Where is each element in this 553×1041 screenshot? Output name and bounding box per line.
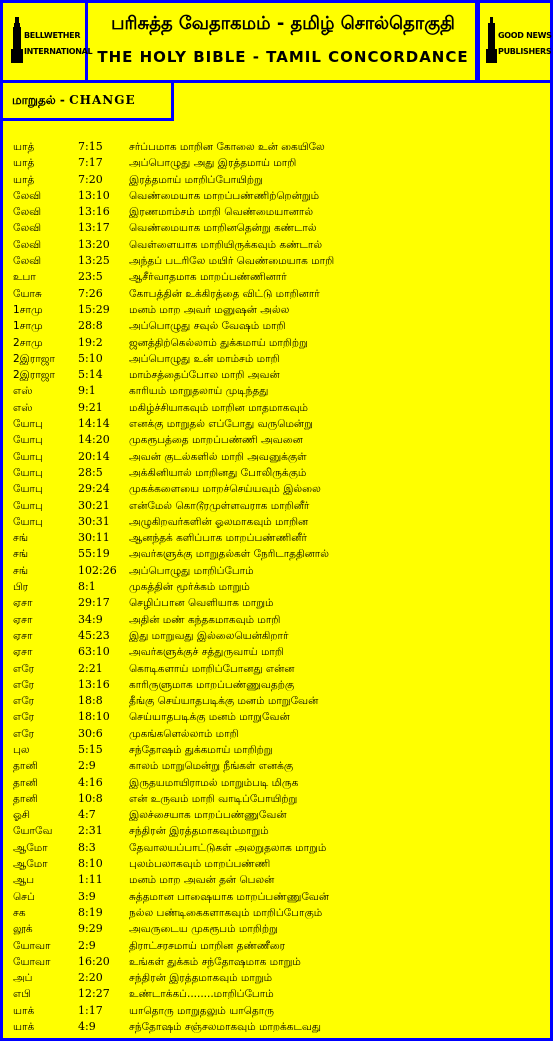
section-separator: -: [59, 93, 65, 107]
concordance-row: [3, 432, 550, 448]
verse-book: யோபு: [13, 466, 43, 479]
verse-text: அக்கினியால் மாறினது போலிருக்கும்: [129, 466, 307, 479]
verse-book: யாக்: [13, 1021, 35, 1034]
verse-text: ஆனந்தக் களிப்பாக மாறப்பண்ணினீர்: [129, 532, 307, 545]
verse-reference: 12:27: [78, 987, 110, 1001]
verse-text: முகரூபத்தை மாறப்பண்ணி அவனை: [129, 434, 303, 447]
verse-book: யோபு: [13, 450, 43, 463]
verse-reference: 1:11: [78, 873, 103, 887]
verse-text: இருதயமாயிராமல் மாறும்படி மிருக: [129, 776, 299, 789]
concordance-row: [3, 335, 550, 351]
concordance-row: [3, 791, 550, 807]
verse-text: செழிப்பான வெளியாக மாறும்: [129, 597, 274, 610]
verse-book: ஏசா: [13, 597, 33, 610]
verse-reference: 13:25: [78, 254, 110, 268]
concordance-row: [3, 514, 550, 530]
verse-reference: 14:14: [78, 417, 110, 431]
verse-text: காரியம் மாறுதலாய் முடிந்தது: [129, 385, 269, 398]
concordance-row: [3, 628, 550, 644]
concordance-row: [3, 938, 550, 954]
verse-book: யோவா: [13, 955, 51, 968]
verse-text: என் உருவம் மாறி வாடிப்போயிற்று: [129, 792, 298, 805]
verse-reference: 45:23: [78, 628, 110, 642]
concordance-row: [3, 1019, 550, 1035]
verse-text: முகங்களெல்லாம் மாறி: [129, 727, 239, 740]
verse-book: எரே: [13, 662, 35, 675]
concordance-row: [3, 840, 550, 856]
verse-reference: 63:10: [78, 645, 110, 659]
verse-book: 2இராஜா: [13, 369, 56, 382]
concordance-row: [3, 856, 550, 872]
verse-reference: 18:8: [78, 694, 103, 708]
verse-reference: 8:1: [78, 580, 96, 594]
verse-reference: 30:21: [78, 498, 110, 512]
verse-book: எஸ்: [13, 385, 33, 398]
concordance-row: [3, 302, 550, 318]
verse-text: அப்பொழுது உன் மாம்சம் மாறி: [129, 352, 280, 365]
verse-reference: 13:20: [78, 237, 110, 251]
bellwether-logo: [3, 3, 93, 80]
verse-book: யோபு: [13, 499, 43, 512]
verse-text: சந்தோஷம் சஞ்சலமாகவும் மாறக்கடவது: [129, 1021, 322, 1034]
concordance-list: [3, 139, 550, 1035]
verse-book: யோபு: [13, 418, 43, 431]
verse-book: தானி: [13, 792, 38, 805]
right-logo-line1: GOOD NEWS: [498, 31, 552, 40]
verse-reference: 3:9: [78, 889, 96, 903]
verse-book: யோசு: [13, 287, 42, 300]
verse-text: அழுகிறவர்களின் ஓலமாகவும் மாறின: [129, 515, 309, 528]
verse-text: புலம்பலாகவும் மாறப்பண்ணி: [129, 858, 271, 871]
verse-book: யாத்: [13, 141, 35, 153]
verse-book: தானி: [13, 776, 38, 789]
verse-reference: 5:10: [78, 351, 103, 365]
verse-book: எபி: [13, 988, 31, 1001]
verse-book: யோவே: [13, 825, 53, 838]
verse-text: வெண்மையாக மாறப்பண்ணிற்றென்றும்: [129, 189, 320, 202]
verse-text: அப்பொழுது சவுல் வேஷம் மாறி: [129, 320, 286, 333]
concordance-row: [3, 807, 550, 823]
concordance-row: [3, 823, 550, 839]
verse-book: லேவி: [13, 206, 42, 219]
verse-book: ஏசா: [13, 646, 33, 659]
concordance-row: [3, 742, 550, 758]
concordance-row: [3, 155, 550, 171]
concordance-row: [3, 595, 550, 611]
verse-book: எஸ்: [13, 401, 33, 414]
verse-text: அதின் மண் கந்தகமாகவும் மாறி: [129, 613, 281, 626]
concordance-row: [3, 921, 550, 937]
verse-text: செய்யாதபடிக்கு மனம் மாறுவேன்: [129, 711, 290, 724]
concordance-row: [3, 139, 550, 155]
verse-reference: 7:26: [78, 286, 103, 300]
verse-text: இலச்சையாக மாறப்பண்ணுவேன்: [129, 809, 287, 822]
verse-reference: 2:9: [78, 759, 96, 773]
verse-book: லேவி: [13, 189, 42, 202]
concordance-row: [3, 481, 550, 497]
verse-reference: 13:16: [78, 205, 110, 219]
verse-book: யோபு: [13, 483, 43, 496]
verse-text: மாம்சத்தைப்போல மாறி அவன்: [129, 369, 280, 382]
concordance-row: [3, 693, 550, 709]
verse-reference: 20:14: [78, 449, 110, 463]
verse-reference: 7:20: [78, 172, 103, 186]
verse-text: அவர்களுக்குச் சத்துருவாய் மாறி: [129, 646, 284, 659]
verse-text: காரிருளுமாக மாறப்பண்ணுவதற்கு: [129, 678, 295, 691]
verse-reference: 2:31: [78, 824, 103, 838]
verse-text: மகிழ்ச்சியாகவும் மாறின மாதமாகவும்: [129, 401, 308, 414]
verse-reference: 5:15: [78, 742, 103, 756]
verse-book: எரே: [13, 678, 35, 691]
verse-book: எரே: [13, 727, 35, 740]
concordance-row: [3, 400, 550, 416]
verse-text: ஜனத்திற்கெல்லாம் துக்கமாய் மாறிற்று: [129, 336, 308, 349]
verse-reference: 13:16: [78, 677, 110, 691]
concordance-row: [3, 612, 550, 628]
concordance-row: [3, 563, 550, 579]
verse-book: லூக்: [13, 923, 33, 936]
verse-reference: 23:5: [78, 270, 103, 284]
verse-book: யாத்: [13, 157, 35, 170]
concordance-row: [3, 286, 550, 302]
verse-book: யோபு: [13, 515, 43, 528]
verse-book: யோவா: [13, 939, 51, 952]
verse-text: எனக்கு மாறுதல் எப்போது வருமென்று: [129, 418, 313, 431]
verse-book: எரே: [13, 711, 35, 724]
goodnews-logo: [477, 3, 550, 80]
verse-text: அவன் குடல்களில் மாறி அவனுக்குள்: [129, 450, 307, 463]
concordance-row: [3, 644, 550, 660]
verse-reference: 19:2: [78, 335, 103, 349]
verse-book: லேவி: [13, 222, 42, 235]
verse-reference: 9:1: [78, 384, 96, 398]
verse-text: அப்பொழுது அது இரத்தமாய் மாறி: [129, 157, 297, 170]
goodnews-figure-icon: [486, 17, 497, 63]
verse-text: ஆசீர்வாதமாக மாறப்பண்ணினார்: [129, 271, 287, 284]
concordance-row: [3, 1003, 550, 1019]
verse-reference: 4:9: [78, 1020, 96, 1034]
verse-text: என்மேல் கொடூரமுள்ளவராக மாறினீர்: [129, 499, 310, 512]
verse-reference: 30:31: [78, 514, 110, 528]
verse-text: யாதொரு மாறுதலும் யாதொரு: [129, 1004, 274, 1017]
verse-book: ஏசா: [13, 629, 33, 642]
concordance-row: [3, 269, 550, 285]
verse-book: யாக்: [13, 1004, 35, 1017]
concordance-row: [3, 253, 550, 269]
section-english: CHANGE: [69, 93, 136, 107]
verse-reference: 102:26: [78, 563, 117, 577]
concordance-row: [3, 204, 550, 220]
verse-text: அந்தப் படரிலே மயிர் வெண்மையாக மாறி: [129, 255, 335, 268]
verse-text: தீங்கு செய்யாதபடிக்கு மனம் மாறுவேன்: [129, 695, 319, 708]
concordance-row: [3, 172, 550, 188]
verse-text: மனம் மாற அவர் மனுஷன் அல்ல: [129, 303, 290, 316]
verse-text: சந்தோஷம் துக்கமாய் மாறிற்று: [129, 743, 273, 756]
verse-book: அப்: [13, 972, 33, 985]
verse-reference: 28:5: [78, 465, 103, 479]
verse-text: உண்டாக்கப்........மாறிப்போம்: [129, 988, 274, 1001]
concordance-row: [3, 465, 550, 481]
concordance-row: [3, 905, 550, 921]
verse-text: நல்ல பண்டிகைகளாகவும் மாறிப்போகும்: [129, 906, 323, 919]
verse-text: சுத்தமான பாஷையாக மாறப்பண்ணுவேன்: [129, 890, 330, 903]
verse-text: இது மாறுவது இல்லையென்கிறார்: [129, 629, 289, 642]
verse-reference: 9:21: [78, 400, 103, 414]
verse-reference: 16:20: [78, 954, 110, 968]
verse-reference: 14:20: [78, 433, 110, 447]
verse-text: மனம் மாற அவன் தன் பெலன்: [129, 874, 275, 887]
verse-reference: 13:17: [78, 221, 110, 235]
section-tamil: மாறுதல்: [12, 93, 56, 107]
concordance-row: [3, 775, 550, 791]
verse-book: லேவி: [13, 238, 42, 251]
verse-book: எரே: [13, 695, 35, 708]
left-logo-line2: INTERNATIONAL: [24, 47, 93, 56]
verse-reference: 5:14: [78, 368, 103, 382]
verse-reference: 18:10: [78, 710, 110, 724]
verse-reference: 29:17: [78, 596, 110, 610]
verse-reference: 1:17: [78, 1003, 103, 1017]
concordance-row: [3, 318, 550, 334]
verse-book: ஆமோ: [13, 858, 48, 871]
verse-text: சந்திரன் இரத்தமாகவும்மாறும்: [129, 825, 269, 838]
concordance-row: [3, 758, 550, 774]
verse-reference: 29:24: [78, 482, 110, 496]
verse-reference: 13:10: [78, 188, 110, 202]
verse-reference: 30:6: [78, 726, 103, 740]
verse-book: செப்: [13, 890, 35, 903]
verse-book: புல: [13, 743, 30, 756]
verse-reference: 10:8: [78, 791, 103, 805]
right-logo-line2: PUBLISHERS: [498, 47, 552, 56]
concordance-row: [3, 661, 550, 677]
verse-text: அவருடைய முகரூபம் மாறிற்று: [129, 923, 278, 936]
concordance-row: [3, 889, 550, 905]
verse-book: 1சாமு: [13, 303, 43, 316]
title-english: THE HOLY BIBLE - TAMIL CONCORDANCE: [97, 48, 469, 66]
concordance-row: [3, 546, 550, 562]
verse-text: முகக்களையை மாறச்செய்யவும் இல்லை: [129, 483, 321, 496]
verse-text: தேவாலயப்பாட்டுகள் அலறுதலாக மாறும்: [129, 841, 327, 854]
concordance-row: [3, 709, 550, 725]
concordance-row: [3, 677, 550, 693]
bellwether-figure-icon: [11, 17, 23, 63]
verse-reference: 9:29: [78, 922, 103, 936]
verse-text: அப்பொழுது மாறிப்போம்: [129, 564, 254, 577]
concordance-row: [3, 188, 550, 204]
verse-reference: 34:9: [78, 612, 103, 626]
verse-book: சங்: [13, 532, 29, 545]
concordance-row: [3, 986, 550, 1002]
verse-reference: 2:9: [78, 938, 96, 952]
verse-book: ஓசி: [13, 809, 31, 822]
title-tamil: பரிசுத்த வேதாகமம் - தமிழ் சொல்தொகுதி: [111, 13, 455, 34]
left-logo-line1: BELLWETHER: [24, 31, 81, 40]
verse-book: 2சாமு: [13, 336, 43, 349]
section-heading: [3, 83, 174, 121]
verse-text: வெள்ளையாக மாறியிருக்கவும் கண்டால்: [129, 238, 323, 251]
verse-book: தானி: [13, 760, 38, 773]
verse-book: சக: [13, 906, 26, 919]
concordance-row: [3, 220, 550, 236]
verse-book: உபா: [13, 271, 36, 284]
concordance-row: [3, 579, 550, 595]
concordance-row: [3, 351, 550, 367]
verse-text: திராட்சரசமாய் மாறின தண்ணீரை: [129, 939, 286, 952]
header: [3, 3, 550, 83]
verse-book: சங்: [13, 564, 29, 577]
concordance-row: [3, 530, 550, 546]
verse-book: 2இராஜா: [13, 352, 56, 365]
verse-reference: 28:8: [78, 319, 103, 333]
verse-text: இரணமாம்சம் மாறி வெண்மையானால்: [129, 206, 314, 219]
verse-text: கோபத்தின் உக்கிரத்தை விட்டு மாறினார்: [129, 287, 320, 300]
concordance-row: [3, 449, 550, 465]
verse-reference: 2:21: [78, 661, 103, 675]
verse-text: உங்கள் துக்கம் சந்தோஷமாக மாறும்: [129, 955, 301, 968]
verse-reference: 2:20: [78, 971, 103, 985]
concordance-row: [3, 367, 550, 383]
concordance-row: [3, 498, 550, 514]
verse-book: 1சாமு: [13, 320, 43, 333]
concordance-row: [3, 954, 550, 970]
verse-reference: 30:11: [78, 531, 110, 545]
verse-book: பிர: [13, 581, 29, 594]
verse-text: சர்ப்பமாக மாறின கோலை உன் கையிலே: [129, 141, 325, 153]
verse-text: இரத்தமாய் மாறிப்போயிற்று: [129, 173, 263, 186]
verse-book: சங்: [13, 548, 29, 561]
concordance-row: [3, 970, 550, 986]
verse-book: ஆப: [13, 874, 35, 887]
verse-reference: 8:10: [78, 857, 103, 871]
verse-book: யோபு: [13, 434, 43, 447]
verse-text: காலம் மாறுமென்று நீங்கள் எனக்கு: [129, 760, 294, 773]
verse-reference: 4:7: [78, 808, 96, 822]
verse-text: சந்திரன் இரத்தமாகவும் மாறும்: [129, 972, 273, 985]
verse-book: ஏசா: [13, 613, 33, 626]
verse-reference: 15:29: [78, 302, 110, 316]
verse-reference: 8:19: [78, 905, 103, 919]
verse-text: கொடிகளாய் மாறிப்போனது என்ன: [129, 662, 295, 675]
concordance-row: [3, 237, 550, 253]
concordance-row: [3, 726, 550, 742]
concordance-row: [3, 383, 550, 399]
verse-text: முகத்தின் மூர்க்கம் மாறும்: [129, 581, 250, 594]
concordance-row: [3, 416, 550, 432]
concordance-row: [3, 872, 550, 888]
verse-text: அவர்களுக்கு மாறுதல்கள் நேரிடாததினால்: [129, 548, 330, 561]
verse-text: வெண்மையாக மாறினதென்று கண்டால்: [129, 222, 317, 235]
verse-reference: 7:15: [78, 140, 103, 153]
verse-reference: 8:3: [78, 840, 96, 854]
title-box: [91, 3, 478, 80]
verse-book: யாத்: [13, 173, 35, 186]
verse-book: ஆமோ: [13, 841, 48, 854]
page: [3, 3, 550, 1038]
verse-book: லேவி: [13, 255, 42, 268]
verse-reference: 55:19: [78, 547, 110, 561]
verse-reference: 4:16: [78, 775, 103, 789]
verse-reference: 7:17: [78, 156, 103, 170]
